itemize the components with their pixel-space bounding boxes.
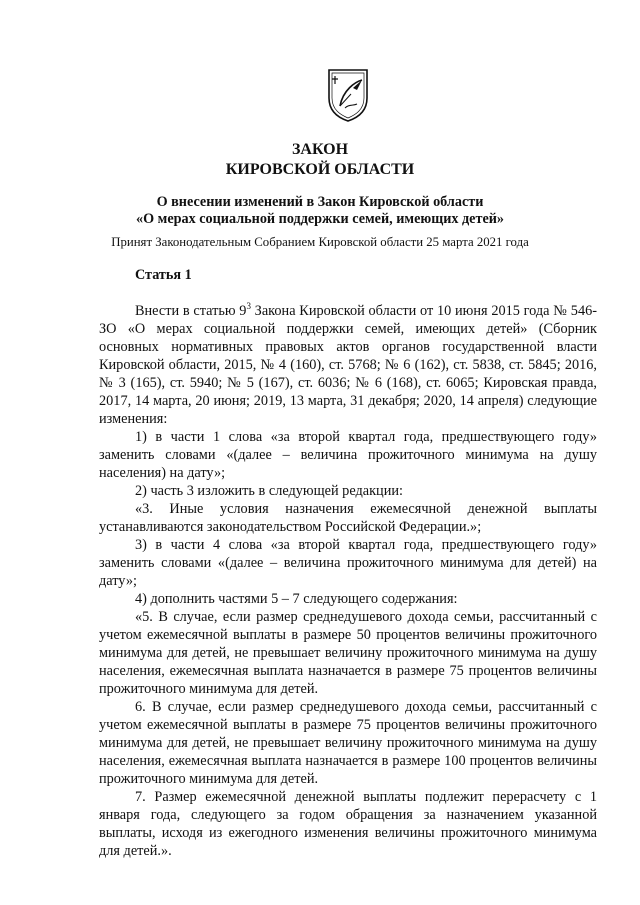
intro-text-start: Внести в статью 9: [135, 302, 247, 319]
amendment-paragraph: 6. В случае, если размер среднедушевого дохода семьи, рассчитанный с учетом ежемесячной выплаты в размере 75 процентов величины прожиточного минимума для детей, не превышает величину прожиточного минимума на душу населения, ежемесячная выплата назначается в размере 100 процентов величины прожиточного минимума для детей.: [99, 698, 597, 787]
intro-paragraph: [99, 297, 597, 428]
law-subject-line2: «О мерах социальной поддержки семей, имеющих детей»: [135, 211, 505, 227]
law-region: КИРОВСКОЙ ОБЛАСТИ: [225, 161, 415, 178]
intro-text-rest: Закона Кировской области от 10 июня 2015 года № 546-ЗО «О мерах социальной поддержки семей, имеющих детей» (Сборник основных нормативных правовых актов органов государственной власти Кировской области, 2015, № 4 (160), ст. 5768; № 6 (162), ст. 5838, ст. 5845; 2016, № 3 (165), ст. 5940; № 5 (167), ст. 6036; № 6 (168), ст. 6065; Кировская правда, 2017, 14 марта, 20 июня; 2019, 13 марта, 31 декабря; 2020, 14 апреля) следующие изменения:: [99, 302, 597, 427]
intro-superscript: 3: [246, 301, 251, 311]
law-title: ЗАКОН: [291, 141, 349, 158]
amendment-paragraph: 7. Размер ежемесячной денежной выплаты подлежит перерасчету с 1 января года, следующего за годом обращения за назначением указанной выплаты, исходя из ежегодного изменения величины прожиточного минимума для детей.».: [99, 788, 597, 859]
amendment-paragraph: 2) часть 3 изложить в следующей редакции:: [135, 482, 403, 499]
coat-of-arms-icon: [327, 68, 369, 122]
law-subject-line1: О внесении изменений в Закон Кировской области: [156, 194, 484, 210]
amendment-paragraph: 1) в части 1 слова «за второй квартал года, предшествующего году» заменить словами «(далее – величина прожиточного минимума на душу населения) на дату»;: [99, 428, 597, 481]
amendment-paragraph: 3) в части 4 слова «за второй квартал года, предшествующего году» заменить словами «(далее – величина прожиточного минимума для детей) на дату»;: [99, 536, 597, 589]
article-heading: Статья 1: [135, 267, 192, 283]
amendment-paragraph: 4) дополнить частями 5 – 7 следующего содержания:: [135, 590, 458, 607]
amendment-paragraph: «3. Иные условия назначения ежемесячной денежной выплаты устанавливаются законодательством Российской Федерации.»;: [99, 500, 597, 535]
adoption-statement: Принят Законодательным Собранием Кировской области 25 марта 2021 года: [111, 235, 529, 249]
article-body: [99, 297, 597, 860]
amendment-paragraph: «5. В случае, если размер среднедушевого дохода семьи, рассчитанный с учетом ежемесячной выплаты в размере 50 процентов величины прожиточного минимума для детей, не превышает величину прожиточного минимума на душу населения, ежемесячная выплата назначается в размере 75 процентов величины прожиточного минимума для детей.: [99, 608, 597, 697]
